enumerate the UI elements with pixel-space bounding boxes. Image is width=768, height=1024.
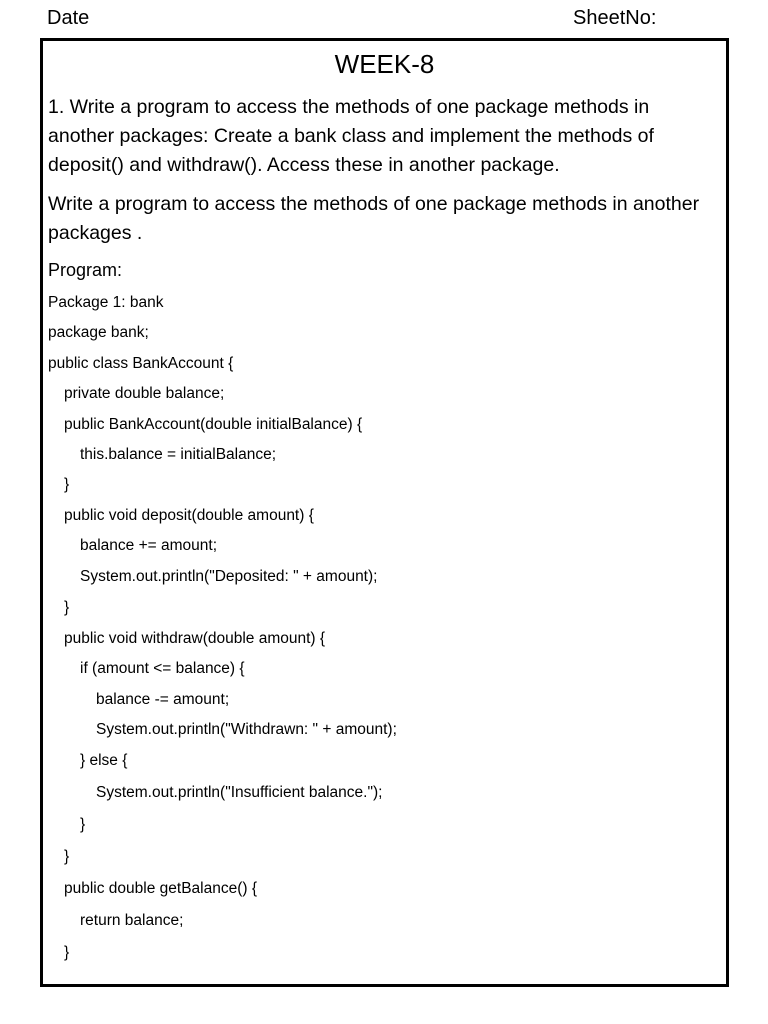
question-text: 1. Write a program to access the methods of one package methods in another packages: Create a bank class and implement the methods of deposit() and withdraw(). Access these in another package. — [48, 96, 654, 176]
code-line: } — [64, 599, 70, 616]
code-line: private double balance; — [64, 385, 225, 402]
code-line: } — [64, 848, 70, 865]
code-line: if (amount <= balance) { — [80, 660, 245, 677]
code-line: balance += amount; — [80, 537, 218, 554]
code-line: } — [64, 476, 70, 493]
code-line: public void withdraw(double amount) { — [64, 630, 326, 647]
code-line: public double getBalance() { — [64, 880, 258, 897]
code-line: } else { — [80, 752, 128, 769]
sheet-number-label: SheetNo: — [573, 7, 657, 29]
code-line: } — [64, 944, 70, 961]
code-line: public BankAccount(double initialBalance) { — [64, 416, 363, 433]
code-line: balance -= amount; — [96, 691, 230, 708]
code-line: package bank; — [48, 324, 149, 341]
program-label: Program: — [48, 260, 123, 280]
code-line: } — [80, 816, 86, 833]
page-frame — [40, 38, 729, 987]
code-line: public class BankAccount { — [48, 355, 234, 372]
code-line: System.out.println("Deposited: " + amount); — [80, 568, 378, 585]
code-line: System.out.println("Insufficient balance."); — [96, 784, 383, 801]
code-line: this.balance = initialBalance; — [80, 446, 277, 463]
code-line: return balance; — [80, 912, 184, 929]
code-line: Package 1: bank — [48, 294, 164, 311]
code-line: public void deposit(double amount) { — [64, 507, 314, 524]
date-label: Date — [47, 7, 90, 29]
code-line: System.out.println("Withdrawn: " + amount); — [96, 721, 397, 738]
task-text: Write a program to access the methods of one package methods in another packages . — [48, 193, 700, 244]
page-title: WEEK-8 — [334, 49, 435, 79]
